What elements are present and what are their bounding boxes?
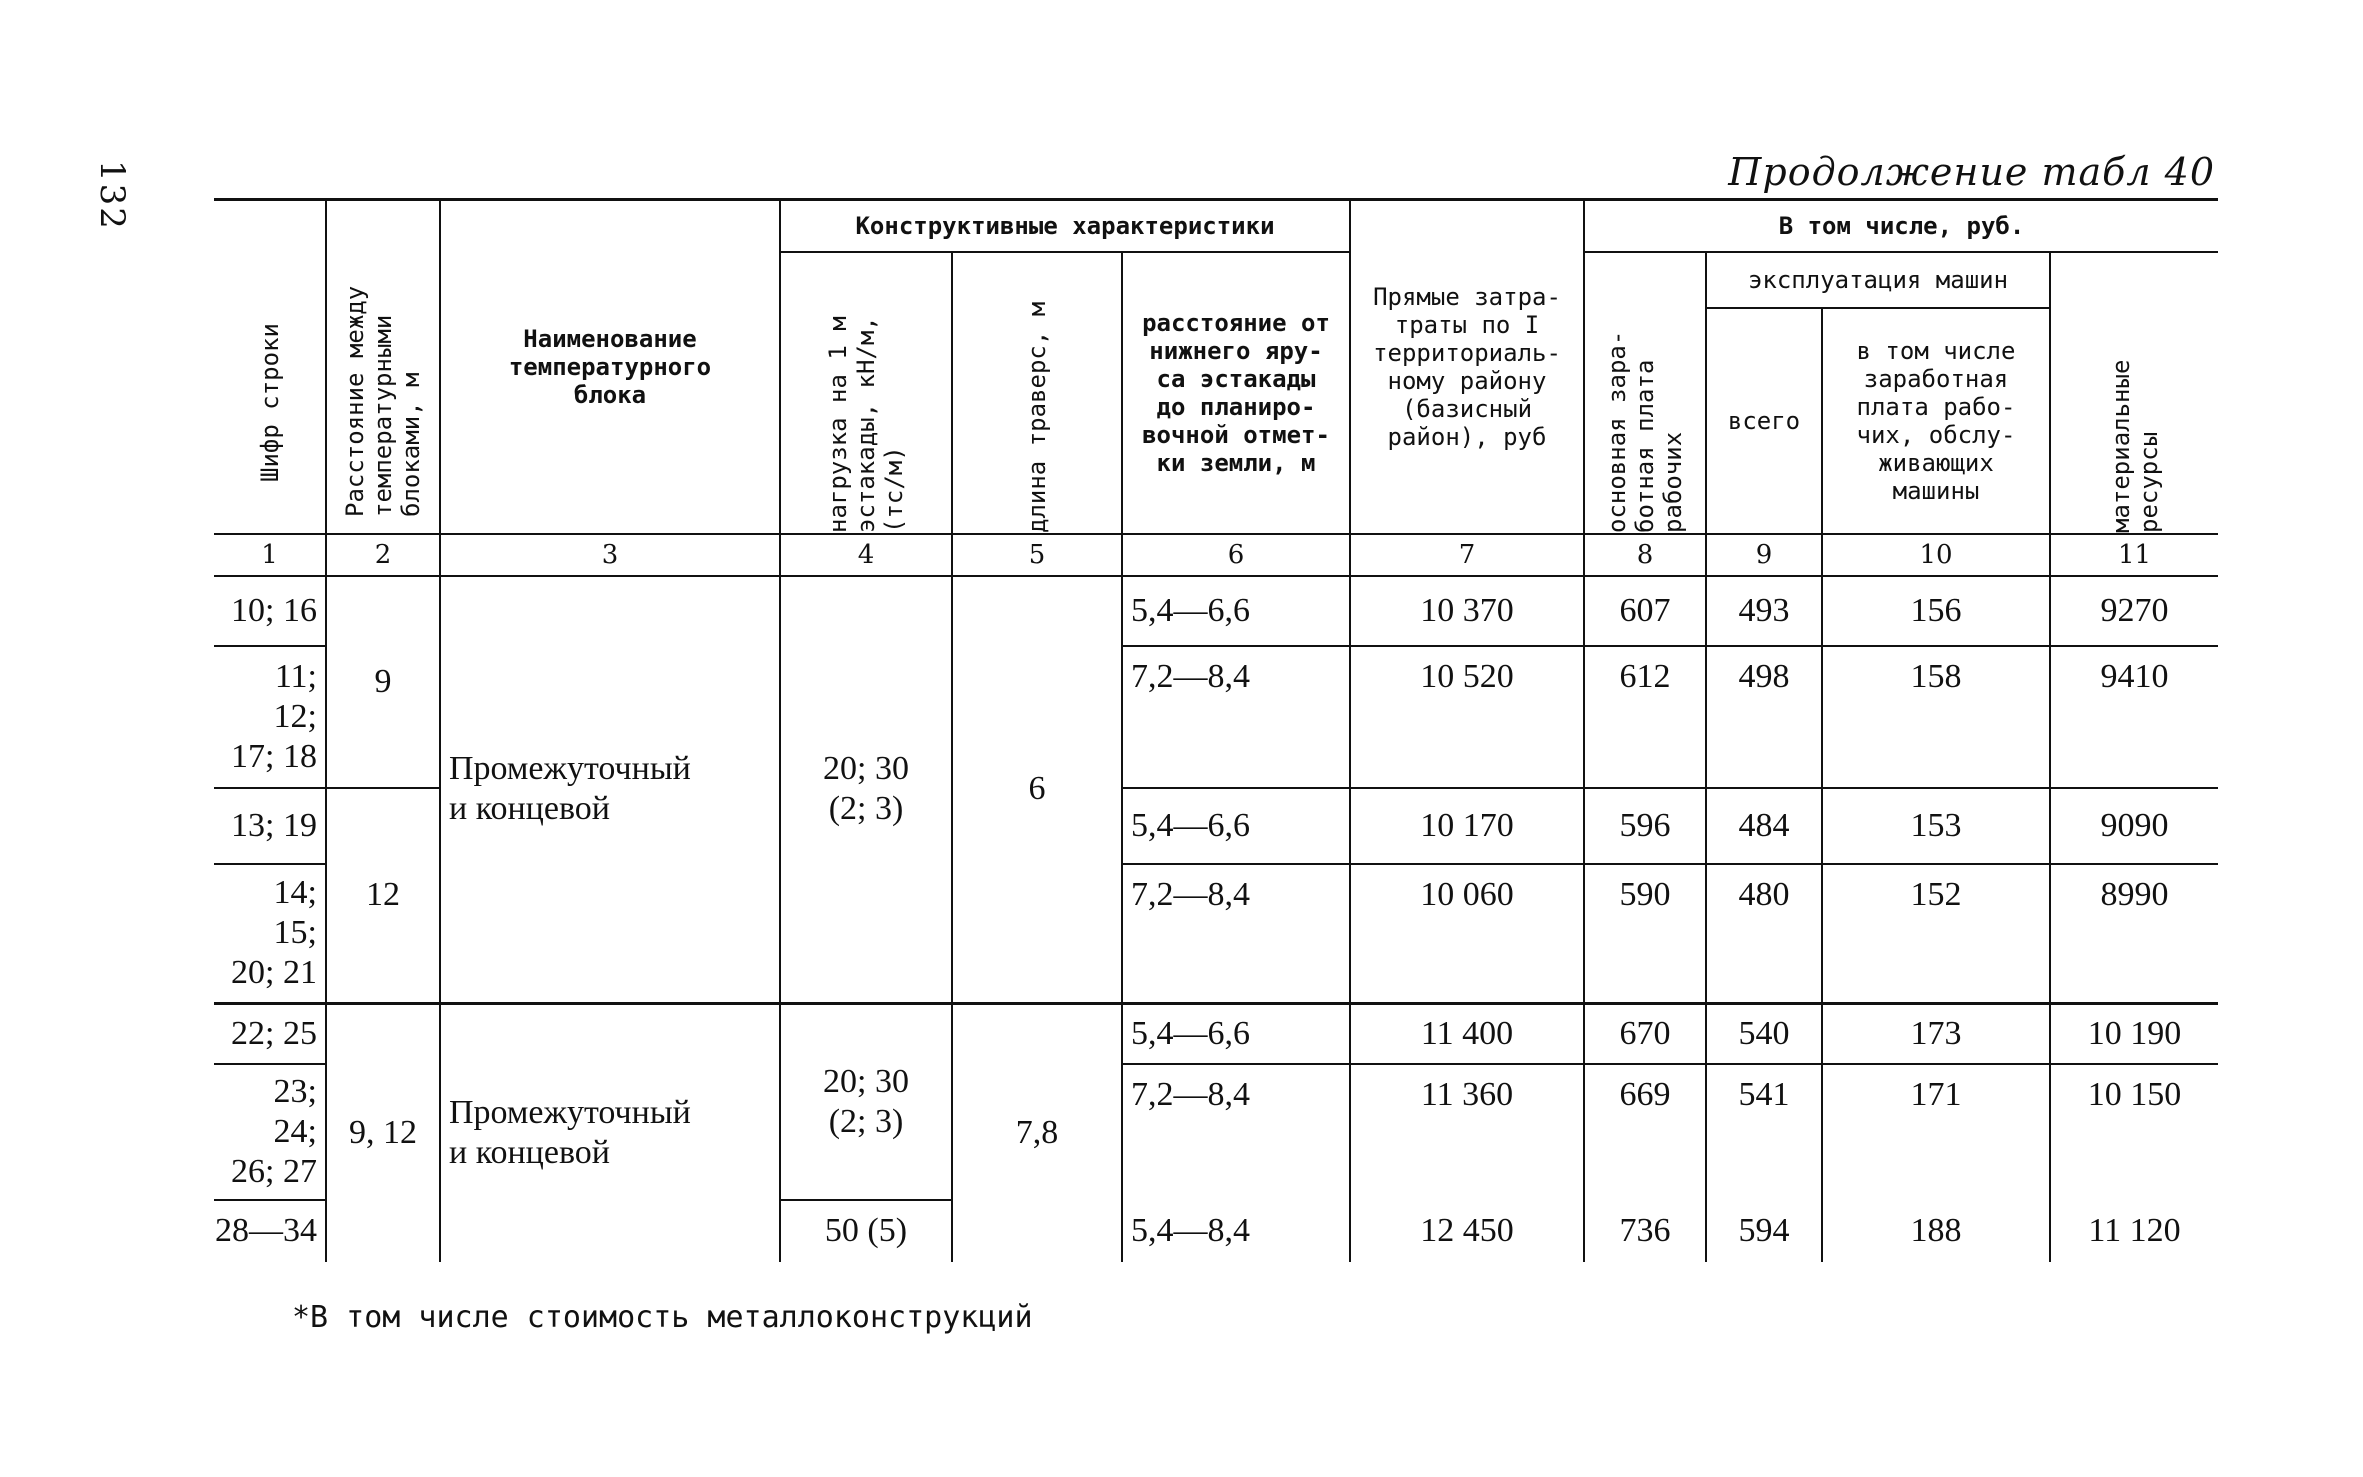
row-height: 7,2—8,4: [1122, 1064, 1350, 1200]
row-load: 20; 30 (2; 3): [780, 576, 952, 1004]
row-machines-wage: 156: [1822, 576, 2050, 646]
table-row: [214, 576, 2218, 646]
header-code: Шифр строки: [255, 322, 284, 482]
row-direct-costs: 10 060: [1350, 864, 1584, 1004]
row-height: 7,2—8,4: [1122, 646, 1350, 788]
cost-table: [214, 198, 2218, 1262]
row-machines-total: 541: [1706, 1064, 1822, 1200]
footnote: *В том числе стоимость металлоконструкций: [292, 1300, 1033, 1335]
table-row: [214, 1004, 2218, 1064]
row-machines-total: 498: [1706, 646, 1822, 788]
col-number-10: 10: [1822, 534, 2050, 576]
row-spacing: 9, 12: [326, 1004, 440, 1262]
row-materials: 10 150: [2050, 1064, 2218, 1200]
header-wage: основная зара- ботная плата рабочих: [1584, 252, 1706, 534]
header-direct-costs: Прямые затра- траты по I территориаль- ному району (базисный район), руб: [1350, 200, 1584, 534]
row-wage: 670: [1584, 1004, 1706, 1064]
header-block-name: Наименование температурного блока: [440, 200, 780, 534]
row-direct-costs: 10 520: [1350, 646, 1584, 788]
row-load: 20; 30 (2; 3): [780, 1004, 952, 1200]
col-number-1: 1: [214, 534, 326, 576]
row-materials: 10 190: [2050, 1004, 2218, 1064]
row-direct-costs: 10 370: [1350, 576, 1584, 646]
row-code: 10; 16: [231, 591, 317, 629]
row-materials: 8990: [2050, 864, 2218, 1004]
page-number: 132: [92, 160, 132, 231]
row-wage: 612: [1584, 646, 1706, 788]
col-number-8: 8: [1584, 534, 1706, 576]
row-wage: 590: [1584, 864, 1706, 1004]
row-wage: 607: [1584, 576, 1706, 646]
row-materials: 9410: [2050, 646, 2218, 788]
row-machines-wage: 152: [1822, 864, 2050, 1004]
row-code: 14; 15; 20; 21: [214, 864, 326, 1004]
table-caption: Продолжение табл 40: [1728, 150, 2215, 194]
header-machines-wage: в том числе заработная плата рабо- чих, обслу- живающих машины: [1822, 308, 2050, 533]
row-direct-costs: 12 450: [1350, 1200, 1584, 1262]
row-machines-total: 493: [1706, 576, 1822, 646]
header-construction-group: Конструктивные характеристики: [780, 200, 1350, 252]
row-traverse: 7,8: [952, 1004, 1122, 1262]
row-code: 28—34: [214, 1200, 326, 1262]
row-height: 5,4—6,6: [1122, 1004, 1350, 1064]
header-materials: материальные ресурсы: [2050, 252, 2218, 534]
header-spacing: Расстояние между температурными блоками, м: [326, 200, 440, 534]
row-wage: 596: [1584, 788, 1706, 864]
row-machines-wage: 153: [1822, 788, 2050, 864]
row-wage: 736: [1584, 1200, 1706, 1262]
header-machines-group: эксплуатация машин: [1706, 252, 2050, 309]
row-load: 50 (5): [780, 1200, 952, 1262]
row-direct-costs: 11 360: [1350, 1064, 1584, 1200]
header-machines-total: всего: [1706, 308, 1822, 533]
row-code: 11; 12; 17; 18: [214, 646, 326, 788]
row-machines-total: 540: [1706, 1004, 1822, 1064]
row-machines-total: 480: [1706, 864, 1822, 1004]
row-machines-wage: 171: [1822, 1064, 2050, 1200]
row-code: 22; 25: [214, 1004, 326, 1064]
col-number-11: 11: [2050, 534, 2218, 576]
row-height: 5,4—6,6: [1122, 576, 1350, 646]
row-code: 23; 24; 26; 27: [214, 1064, 326, 1200]
row-height: 5,4—6,6: [1122, 788, 1350, 864]
header-load: нагрузка на 1 м эстакады, кН/м, (тс/м): [780, 252, 952, 534]
row-machines-wage: 173: [1822, 1004, 2050, 1064]
row-spacing: 9: [326, 576, 440, 788]
header-traverse: длина траверс, м: [952, 252, 1122, 534]
col-number-6: 6: [1122, 534, 1350, 576]
header-height: расстояние от нижнего яру- са эстакады до планиро- вочной отмет- ки земли, м: [1122, 252, 1350, 534]
row-machines-total: 594: [1706, 1200, 1822, 1262]
row-block-name: Промежуточный и концевой: [440, 1004, 780, 1262]
row-height: 7,2—8,4: [1122, 864, 1350, 1004]
row-materials: 9270: [2050, 576, 2218, 646]
row-code: 13; 19: [214, 788, 326, 864]
row-machines-wage: 158: [1822, 646, 2050, 788]
col-number-5: 5: [952, 534, 1122, 576]
row-spacing: 12: [326, 788, 440, 1004]
row-block-name: Промежуточный и концевой: [440, 576, 780, 1004]
col-number-7: 7: [1350, 534, 1584, 576]
col-number-9: 9: [1706, 534, 1822, 576]
row-materials: 9090: [2050, 788, 2218, 864]
row-machines-total: 484: [1706, 788, 1822, 864]
row-direct-costs: 11 400: [1350, 1004, 1584, 1064]
row-wage: 669: [1584, 1064, 1706, 1200]
row-materials: 11 120: [2050, 1200, 2218, 1262]
col-number-3: 3: [440, 534, 780, 576]
row-traverse: 6: [952, 576, 1122, 1004]
header-including-group: В том числе, руб.: [1584, 200, 2218, 252]
row-height: 5,4—8,4: [1122, 1200, 1350, 1262]
col-number-2: 2: [326, 534, 440, 576]
row-direct-costs: 10 170: [1350, 788, 1584, 864]
col-number-4: 4: [780, 534, 952, 576]
row-machines-wage: 188: [1822, 1200, 2050, 1262]
